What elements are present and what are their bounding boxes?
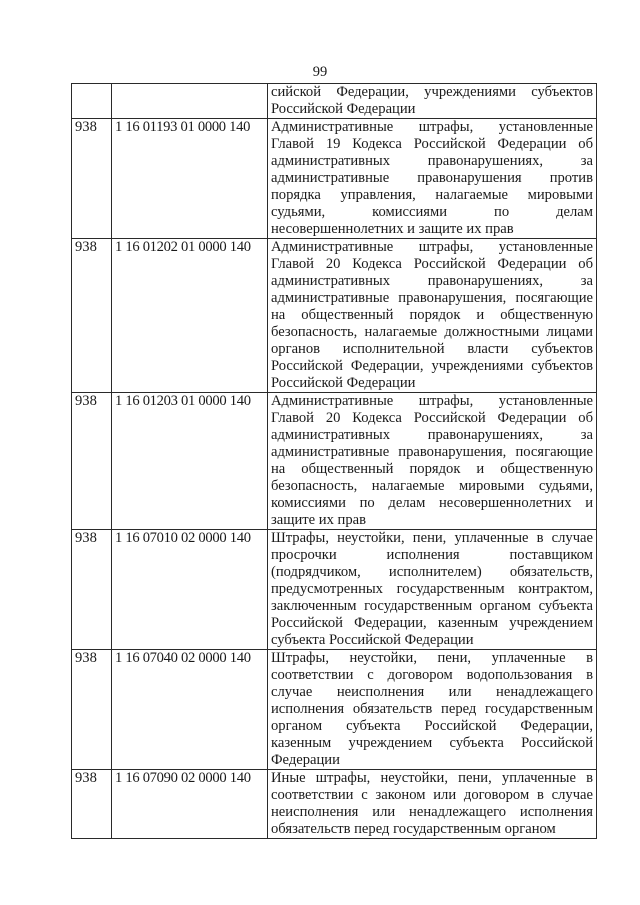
table-row <box>72 393 597 530</box>
table-row <box>72 239 597 393</box>
description-cell: Штрафы, неустойки, пени, уплаченные в случае просрочки исполнения поставщиком (подрядчиком, исполнителем) обязательств, предусмотренных государственным контрактом, заключенным государственным органом субъекта Российской Федерации, казенным учреждением субъекта Российской Федерации <box>268 530 597 650</box>
table-row <box>72 119 597 239</box>
admin-code-cell: 938 <box>72 239 112 393</box>
description-cell: Административные штрафы, установленные Главой 20 Кодекса Российской Федерации об административных правонарушениях, за административные правонарушения, посягающие на общественный порядок и общественную безопасность, налагаемые мировыми судьями, комиссиями по делам несовершеннолетних и защите их прав <box>268 393 597 530</box>
budget-code-cell: 1 16 01202 01 0000 140 <box>112 239 268 393</box>
description-cell: Административные штрафы, установленные Главой 20 Кодекса Российской Федерации об административных правонарушениях, за административные правонарушения, посягающие на общественный порядок и общественную безопасность, налагаемые должностными лицами органов исполнительной власти субъектов Российской Федерации, учреждениями субъектов Российской Федерации <box>268 239 597 393</box>
table-row <box>72 770 597 839</box>
admin-code-cell <box>72 84 112 119</box>
admin-code-cell: 938 <box>72 530 112 650</box>
admin-code-cell: 938 <box>72 650 112 770</box>
page-number: 99 <box>312 64 328 80</box>
budget-code-cell: 1 16 07040 02 0000 140 <box>112 650 268 770</box>
budget-code-cell <box>112 84 268 119</box>
table-row <box>72 530 597 650</box>
admin-code-cell: 938 <box>72 119 112 239</box>
budget-classification-table <box>71 83 597 839</box>
admin-code-cell: 938 <box>72 770 112 839</box>
description-cell: Административные штрафы, установленные Главой 19 Кодекса Российской Федерации об административных правонарушениях, за административные правонарушения против порядка управления, налагаемые мировыми судьями, комиссиями по делам несовершеннолетних и защите их прав <box>268 119 597 239</box>
table-row <box>72 84 597 119</box>
admin-code-cell: 938 <box>72 393 112 530</box>
description-cell: сийской Федерации, учреждениями субъектов Российской Федерации <box>268 84 597 119</box>
description-cell: Иные штрафы, неустойки, пени, уплаченные в соответствии с законом или договором в случае неисполнения или ненадлежащего исполнения обязательств перед государственным органом <box>268 770 597 839</box>
budget-code-cell: 1 16 07090 02 0000 140 <box>112 770 268 839</box>
budget-code-cell: 1 16 07010 02 0000 140 <box>112 530 268 650</box>
budget-code-cell: 1 16 01203 01 0000 140 <box>112 393 268 530</box>
table-row <box>72 650 597 770</box>
description-cell: Штрафы, неустойки, пени, уплаченные в соответствии с договором водопользования в случае неисполнения или ненадлежащего исполнения обязательств перед государственным органом субъекта Российской Федерации, казенным учреждением субъекта Российской Федерации <box>268 650 597 770</box>
budget-code-cell: 1 16 01193 01 0000 140 <box>112 119 268 239</box>
